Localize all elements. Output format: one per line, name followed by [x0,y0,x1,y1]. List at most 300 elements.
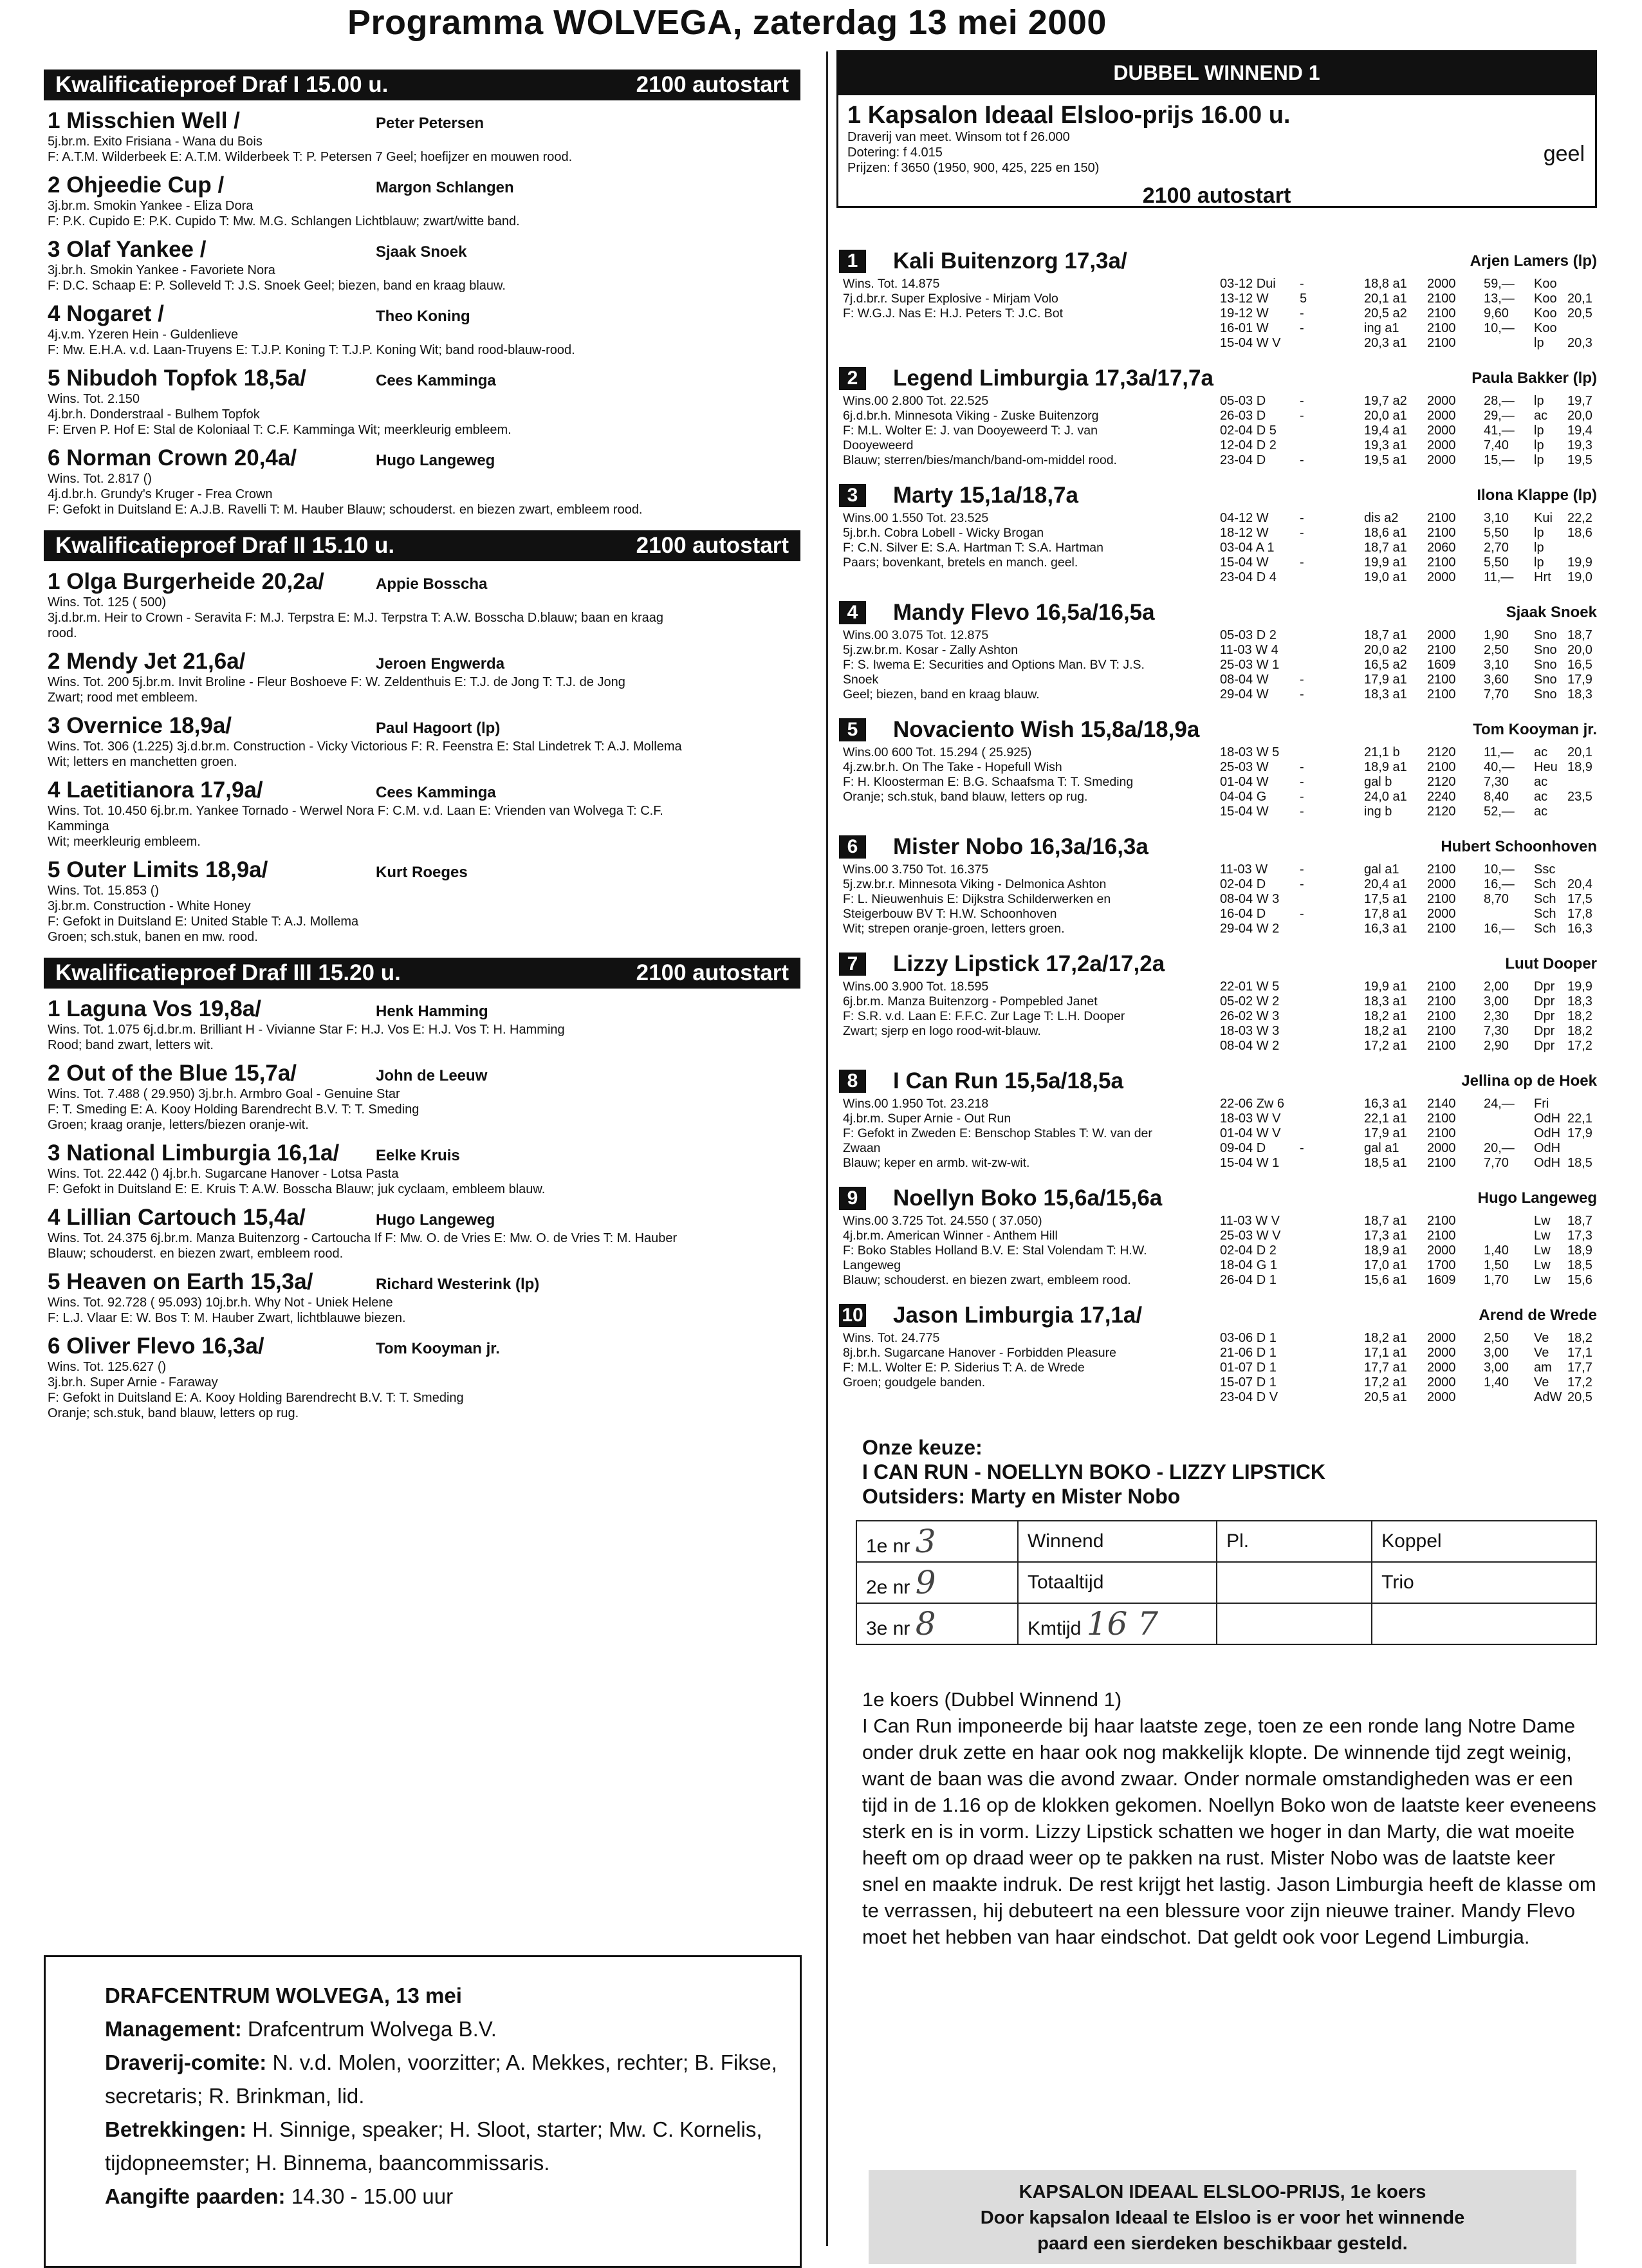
field-label: Kmtijd [1027,1618,1082,1639]
result-row [1220,1390,1597,1405]
result-cell: ac [1534,804,1548,819]
result-cell: 04-04 G [1220,790,1267,804]
result-row [1220,745,1597,760]
management-label: Management: [105,2017,242,2041]
horse-name-row [48,366,800,391]
horse-entry [48,569,800,641]
entry-results [1220,277,1597,351]
prediction-cell[interactable] [856,1562,1018,1603]
result-cell: 18,9 a1 [1364,1243,1407,1258]
result-row [1220,1331,1597,1346]
entry-info-line: F: M.L. Wolter E: P. Siderius T: A. de Wrede [843,1361,1085,1375]
result-row [1220,1273,1597,1288]
result-cell: 2100 [1427,1229,1456,1243]
comment-title: 1e koers (Dubbel Winnend 1) [862,1688,1122,1711]
entry-info-line: Paars; bovenkant, bretels en manch. geel. [843,555,1078,570]
result-cell: 2100 [1427,292,1456,306]
result-cell: Koo [1534,277,1557,291]
horse-entry [48,108,800,165]
entry-number: 1 [839,250,866,273]
entry-number: 3 [839,484,866,507]
result-cell: 2100 [1427,760,1456,774]
entry-info-line: Dooyeweerd [843,438,914,452]
left-column [44,70,800,1421]
horse-detail-line: Wins. Tot. 2.817 () [48,472,152,486]
result-cell: OdH [1534,1141,1561,1155]
result-cell: lp [1534,555,1544,570]
result-cell: 20,0 a2 [1364,643,1407,657]
race-entry [836,1185,1597,1303]
result-cell: 26-04 D 1 [1220,1273,1277,1287]
entry-number: 6 [839,835,866,859]
result-cell: Kui [1534,511,1553,525]
horse-name: 1 Olga Burgerheide 20,2a/ [48,569,324,594]
horse-detail-line: Wins. Tot. 10.450 6j.br.m. Yankee Tornado - Werwel Nora F: C.M. v.d. Laan E: Vrienden van Wolvega T: C.F. [48,804,663,818]
comite-label: Draverij-comite: [105,2050,267,2074]
betrekkingen-value: H. Sinnige, speaker; H. Sloot, starter; Mw. C. Kornelis, tijdopneemster; H. Binnema, baancommissaris. [105,2117,762,2175]
jockey-name: Cees Kamminga [376,784,496,801]
prediction-cell[interactable] [856,1521,1018,1562]
result-cell: 7,30 [1484,1024,1509,1038]
entry-results [1220,1097,1597,1171]
result-cell: OdH [1534,1126,1561,1140]
result-cell: 8,40 [1484,790,1509,804]
result-cell: 19,7 a2 [1364,394,1407,408]
result-cell: OdH [1534,1111,1561,1126]
result-cell: 11-03 W 4 [1220,643,1278,657]
result-cell: 02-04 D [1220,877,1266,891]
prediction-cell[interactable] [1217,1562,1372,1603]
entry-info-line: F: W.G.J. Nas E: H.J. Peters T: J.C. Bot [843,306,1064,321]
horse-name-row [48,1334,800,1359]
handwritten-value: 9 [915,1564,936,1601]
prediction-cell[interactable]: Totaaltijd [1018,1562,1217,1603]
result-cell: 18,3 [1567,994,1592,1009]
result-cell: 8,70 [1484,892,1509,906]
result-cell: 3,00 [1484,994,1509,1009]
horse-name: 3 National Limburgia 16,1a/ [48,1140,340,1166]
result-cell: 18-03 W 5 [1220,745,1280,759]
result-cell: 2100 [1427,1126,1456,1140]
entry-info-line: F: L. Nieuwenhuis E: Dijkstra Schilderwerken en [843,892,1111,906]
result-cell: gal b [1364,775,1392,789]
result-cell: 20,1 [1567,745,1592,759]
result-cell: 11,— [1484,570,1514,584]
entry-horse-name: Novaciento Wish 15,8a/18,9a [893,717,1200,742]
dubbel-winnend-header: DUBBEL WINNEND 1 [836,50,1597,95]
result-cell: 18,9 [1567,1243,1592,1258]
result-row [1220,1111,1597,1126]
result-cell: 17,2 a1 [1364,1039,1407,1053]
result-cell: 20,5 [1567,1390,1592,1404]
result-cell: 2,00 [1484,980,1509,994]
result-cell: 29-04 W [1220,687,1269,702]
result-cell: 5 [1300,292,1307,306]
result-cell: 18,5 [1567,1156,1592,1170]
entry-info-line: 6j.d.br.h. Minnesota Viking - Zuske Buitenzorg [843,409,1099,423]
horse-entry [48,366,800,438]
horse-entry [48,1061,800,1133]
entry-info-line: F: Boko Stables Holland B.V. E: Stal Volendam T: H.W. [843,1243,1147,1258]
result-cell: 2000 [1427,423,1456,438]
result-cell: 20,3 a1 [1364,336,1407,350]
result-cell: am [1534,1361,1552,1375]
race-line: Dotering: f 4.015 [847,145,943,160]
result-cell: 2120 [1427,804,1456,819]
horse-detail-line: 4j.br.h. Donderstraal - Bulhem Topfok [48,407,260,422]
result-row [1220,306,1597,321]
result-cell: 2,30 [1484,1009,1509,1023]
result-cell: 01-04 W V [1220,1126,1281,1140]
result-cell: Dpr [1534,1024,1555,1038]
result-cell: 2140 [1427,1097,1456,1111]
entry-info-line: Geel; biezen, band en kraag blauw. [843,687,1040,702]
horse-detail-line: F: Gefokt in Duitsland E: E. Kruis T: A.W. Bosscha Blauw; juk cyclaam, embleem blauw. [48,1182,546,1196]
result-cell: Heu [1534,760,1558,774]
entry-info-line: 5j.zw.br.r. Minnesota Viking - Delmonica Ashton [843,877,1107,891]
drafcentrum-box [44,1955,802,2268]
prediction-cell[interactable] [856,1603,1018,1644]
result-cell: 15,6 a1 [1364,1273,1407,1287]
horse-detail-line: Blauw; schouderst. en biezen zwart, embleem rood. [48,1247,344,1261]
result-cell: 17,8 [1567,907,1592,921]
result-cell: 17,1 [1567,1346,1592,1360]
result-cell: 19,9 [1567,555,1592,570]
result-cell: 20,0 [1567,643,1592,657]
horse-detail-line: Wins. Tot. 92.728 ( 95.093) 10j.br.h. Why Not - Uniek Helene [48,1296,393,1310]
horse-detail-line: Groen; sch.stuk, banen en mw. rood. [48,930,258,944]
result-cell: 18,6 [1567,526,1592,540]
result-cell: 20,— [1484,1141,1515,1155]
horse-detail-line: 4j.d.br.h. Grundy's Kruger - Frea Crown [48,487,273,501]
result-cell: Dpr [1534,1009,1555,1023]
result-cell: 21,1 b [1364,745,1400,759]
result-cell: 17,5 a1 [1364,892,1407,906]
result-row [1220,687,1597,702]
result-cell: 3,60 [1484,673,1509,687]
nr-label: 2e nr [866,1577,910,1598]
race-start: 2100 autostart [1142,183,1291,208]
entry-info-line: F: S.R. v.d. Laan E: F.F.C. Zur Lage T: L.H. Dooper [843,1009,1125,1023]
result-cell: lp [1534,526,1544,540]
race-entry [836,483,1597,600]
result-cell: 05-03 D [1220,394,1266,408]
entry-info-line: Wins. Tot. 14.875 [843,277,940,291]
result-cell: 2000 [1427,1331,1456,1345]
result-cell: 20,4 a1 [1364,877,1407,891]
prediction-cell[interactable]: Winnend [1018,1521,1217,1562]
result-cell: 2100 [1427,1156,1456,1170]
result-cell: 16-01 W [1220,321,1269,335]
entry-info [843,628,1203,702]
entry-results [1220,628,1597,702]
entry-info-line: Wins.00 3.725 Tot. 24.550 ( 37.050) [843,1214,1042,1228]
result-cell: 23-04 D [1220,453,1266,467]
result-cell: 03-04 A 1 [1220,541,1275,555]
entry-info-line: Wins.00 1.550 Tot. 23.525 [843,511,989,525]
result-cell: 18,7 a1 [1364,628,1407,642]
result-cell: 19,3 a1 [1364,438,1407,452]
result-cell: lp [1534,423,1544,438]
result-cell: 7,70 [1484,687,1509,702]
result-cell: 2000 [1427,570,1456,584]
result-row [1220,1097,1597,1111]
result-cell: Sch [1534,922,1556,936]
horse-name: 6 Oliver Flevo 16,3a/ [48,1334,264,1359]
result-cell: 17,1 a1 [1364,1346,1407,1360]
horse-detail-line: Wins. Tot. 1.075 6j.d.br.m. Brilliant H - Vivianne Star F: H.J. Vos E: H.J. Vos T: H. Hamming [48,1023,565,1037]
result-row [1220,1126,1597,1141]
prediction-cell[interactable] [1217,1603,1372,1644]
result-cell: 10,— [1484,321,1515,335]
entry-horse-name: Kali Buitenzorg 17,3a/ [893,248,1127,274]
horse-detail-line: F: Erven P. Hof E: Stal de Koloniaal T: C.F. Kamminga Wit; meerkleurig embleem. [48,423,512,437]
result-cell: lp [1534,394,1544,408]
entry-info-line: 4j.zw.br.h. On The Take - Hopefull Wish [843,760,1062,774]
entry-info-line: 4j.br.m. Super Arnie - Out Run [843,1111,1011,1126]
entry-info-line: 6j.br.m. Manza Buitenzorg - Pompebled Janet [843,994,1098,1009]
aangifte-value: 14.30 - 15.00 uur [291,2184,454,2208]
result-cell: 18,2 a1 [1364,1009,1407,1023]
result-cell: 17,2 [1567,1375,1592,1390]
result-cell: - [1300,321,1304,335]
result-cell: 26-02 W 3 [1220,1009,1280,1023]
result-cell: 24,— [1484,1097,1515,1111]
result-cell: - [1300,1141,1304,1155]
horse-name-row [48,1061,800,1086]
horse-detail-line: Kamminga [48,819,109,833]
result-row [1220,907,1597,922]
prediction-cell[interactable] [1372,1603,1596,1644]
result-cell: 2100 [1427,1009,1456,1023]
result-cell: 19,0 a1 [1364,570,1407,584]
result-cell: 01-04 W [1220,775,1269,789]
result-cell: 18-12 W [1220,526,1269,540]
result-cell: Sno [1534,673,1557,687]
result-row [1220,1229,1597,1243]
section-start: 2100 autostart [636,72,789,97]
horse-detail-line: Wins. Tot. 125.627 () [48,1360,167,1374]
result-row [1220,877,1597,892]
result-cell: 2000 [1427,1243,1456,1258]
result-cell: 19-12 W [1220,306,1269,321]
result-cell: 20,0 [1567,409,1592,423]
horse-name-row [48,1140,800,1166]
result-cell: 1,90 [1484,628,1509,642]
result-cell: - [1300,775,1304,789]
entry-results [1220,511,1597,585]
result-cell: 18,6 a1 [1364,526,1407,540]
entry-info-line: 5j.zw.br.m. Kosar - Zally Ashton [843,643,1019,657]
result-cell: 2100 [1427,1039,1456,1053]
result-cell: ac [1534,409,1548,423]
result-cell: - [1300,453,1304,467]
result-cell: - [1300,277,1304,291]
entry-info-line: F: Gefokt in Zweden E: Benschop Stables T: W. van der [843,1126,1152,1140]
horse-detail-line: 3j.br.m. Smokin Yankee - Eliza Dora [48,199,254,213]
horse-name-row [48,569,800,595]
section-start: 2100 autostart [636,960,789,985]
horse-name-row [48,172,800,198]
entries-list [836,248,1597,1420]
result-cell: Ve [1534,1331,1549,1345]
horse-detail-line: Wins. Tot. 22.442 () 4j.br.h. Sugarcane Hanover - Lotsa Pasta [48,1167,399,1181]
result-cell: 2000 [1427,438,1456,452]
result-cell: 22,2 [1567,511,1592,525]
result-cell: 2100 [1427,687,1456,702]
result-cell: 2000 [1427,877,1456,891]
entry-info-line: F: S. Iwema E: Securities and Options Man. BV T: J.S. [843,658,1145,672]
prediction-cell[interactable] [1018,1603,1217,1644]
result-row [1220,892,1597,907]
entry-info-line: Zwart; sjerp en logo rood-wit-blauw. [843,1024,1041,1038]
result-cell: Dpr [1534,980,1555,994]
horse-detail-line: Wins. Tot. 200 5j.br.m. Invit Broline - Fleur Boshoeve F: W. Zeldenthuis E: T.J. de Jong T: T.J. de Jong [48,675,625,689]
entry-horse-name: I Can Run 15,5a/18,5a [893,1068,1123,1093]
result-cell: Dpr [1534,1039,1555,1053]
horse-name: 3 Olaf Yankee / [48,237,207,262]
result-cell: 2100 [1427,994,1456,1009]
result-cell: Ve [1534,1375,1549,1390]
result-cell: 08-04 W [1220,673,1269,687]
result-cell: 40,— [1484,760,1515,774]
horse-entry [48,857,800,945]
jockey-name: Richard Westerink (lp) [376,1276,540,1293]
result-cell: 16,5 a2 [1364,658,1407,672]
jockey-name: Hugo Langeweg [376,452,495,469]
result-cell: lp [1534,541,1544,555]
result-cell: - [1300,877,1304,891]
horse-detail-line: 3j.br.m. Construction - White Honey [48,899,251,913]
result-cell: Sno [1534,628,1557,642]
result-cell: Sch [1534,892,1556,906]
horse-detail-line: Wit; meerkleurig embleem. [48,835,201,849]
section-start: 2100 autostart [636,533,789,558]
entry-driver: Arend de Wrede [1479,1306,1597,1324]
horse-detail-line: Zwart; rood met embleem. [48,691,198,705]
horse-detail-line: F: T. Smeding E: A. Kooy Holding Barendrecht B.V. T: T. Smeding [48,1102,420,1117]
horse-name-row [48,857,800,883]
result-cell: 20,0 a1 [1364,409,1407,423]
prediction-cell[interactable]: Trio [1372,1562,1596,1603]
result-cell: 17,9 [1567,1126,1592,1140]
result-cell: 25-03 W V [1220,1229,1281,1243]
horse-detail-line: Oranje; sch.stuk, band blauw, letters op rug. [48,1406,299,1420]
result-cell: 2000 [1427,1361,1456,1375]
result-cell: lp [1534,336,1544,350]
race-line: Prijzen: f 3650 (1950, 900, 425, 225 en 150) [847,161,1100,175]
result-row [1220,673,1597,687]
result-cell: - [1300,555,1304,570]
entry-info-line: Wins. Tot. 24.775 [843,1331,940,1345]
entry-info-line: Wins.00 3.075 Tot. 12.875 [843,628,989,642]
result-cell: 19,4 [1567,423,1592,438]
result-row [1220,790,1597,804]
result-row [1220,862,1597,877]
entry-info-line: 4j.br.m. American Winner - Anthem Hill [843,1229,1058,1243]
result-cell: - [1300,394,1304,408]
entry-info-line: 8j.br.h. Sugarcane Hanover - Forbidden Pleasure [843,1346,1116,1360]
jockey-name: Henk Hamming [376,1003,488,1020]
horse-detail-line: F: D.C. Schaap E: P. Solleveld T: J.S. Snoek Geel; biezen, band en kraag blauw. [48,279,506,293]
entry-driver: Hubert Schoonhoven [1441,838,1597,855]
result-cell: 2100 [1427,980,1456,994]
horse-entry [48,1205,800,1261]
horse-detail-line: 5j.br.m. Exito Frisiana - Wana du Bois [48,135,263,149]
result-cell: 05-03 D 2 [1220,628,1277,642]
result-cell: 29,— [1484,409,1515,423]
entry-horse-name: Legend Limburgia 17,3a/17,7a [893,366,1213,391]
prediction-cell[interactable]: Koppel [1372,1521,1596,1562]
result-cell: 18,7 [1567,1214,1592,1228]
result-cell: Lw [1534,1273,1551,1287]
result-cell: Dpr [1534,994,1555,1009]
result-cell: 59,— [1484,277,1515,291]
result-cell: Koo [1534,306,1557,321]
result-cell: 11-03 W [1220,862,1268,877]
entry-horse-name: Mister Nobo 16,3a/16,3a [893,834,1148,859]
horse-name: 4 Lillian Cartouch 15,4a/ [48,1205,306,1230]
result-cell: 21-06 D 1 [1220,1346,1277,1360]
result-cell: 15-04 W [1220,555,1269,570]
result-cell: 25-03 W [1220,760,1269,774]
result-row [1220,438,1597,453]
prediction-cell[interactable]: Pl. [1217,1521,1372,1562]
result-cell: Sno [1534,658,1557,672]
result-cell: 18,7 a1 [1364,1214,1407,1228]
result-cell: 23,5 [1567,790,1592,804]
entry-info-line: Zwaan [843,1141,881,1155]
race-entry [836,834,1597,951]
result-row [1220,760,1597,775]
result-cell: ing b [1364,804,1392,819]
result-cell: 2,50 [1484,1331,1509,1345]
horse-detail-line: F: Gefokt in Duitsland E: A.J.B. Ravelli T: M. Hauber Blauw; schouderst. en biezen zwart, embleem rood. [48,503,643,517]
jockey-name: Tom Kooyman jr. [376,1340,500,1357]
result-cell: 18-04 G 1 [1220,1258,1277,1272]
betrekkingen-label: Betrekkingen: [105,2117,247,2141]
result-row [1220,321,1597,336]
horse-name: 4 Nogaret / [48,301,164,326]
horse-name: 4 Laetitianora 17,9a/ [48,777,263,803]
horse-name-row [48,445,800,471]
comite-value: N. v.d. Molen, voorzitter; A. Mekkes, rechter; B. Fikse, secretaris; R. Brinkman, lid. [105,2050,777,2108]
result-cell: 17,9 a1 [1364,673,1407,687]
result-cell: 16,3 a1 [1364,922,1407,936]
result-cell: 12-04 D 2 [1220,438,1277,452]
result-cell: 19,9 [1567,980,1592,994]
result-cell: 19,7 [1567,394,1592,408]
result-cell: 11,— [1484,745,1514,759]
result-cell: Ve [1534,1346,1549,1360]
result-cell: 15-04 W 1 [1220,1156,1280,1170]
result-cell: - [1300,409,1304,423]
result-row [1220,541,1597,555]
result-cell: 2000 [1427,1390,1456,1404]
result-cell: 1,40 [1484,1243,1509,1258]
result-cell: 2100 [1427,643,1456,657]
result-cell: 17,2 [1567,1039,1592,1053]
entry-number: 5 [839,718,866,741]
horse-detail-line: 3j.d.br.m. Heir to Crown - Seravita F: M.J. Terpstra E: M.J. Terpstra T: A.W. Bosscha D.blauw; baan en kraag [48,611,664,625]
result-cell: 16,3 a1 [1364,1097,1407,1111]
jockey-name: Hugo Langeweg [376,1211,495,1229]
result-cell: 5,50 [1484,555,1509,570]
horse-detail-line: F: Mw. E.H.A. v.d. Laan-Truyens E: T.J.P. Koning T: T.J.P. Koning Wit; band rood-blauw-rood. [48,343,575,357]
result-cell: 3,00 [1484,1346,1509,1360]
result-cell: 19,5 a1 [1364,453,1407,467]
result-row [1220,1039,1597,1054]
